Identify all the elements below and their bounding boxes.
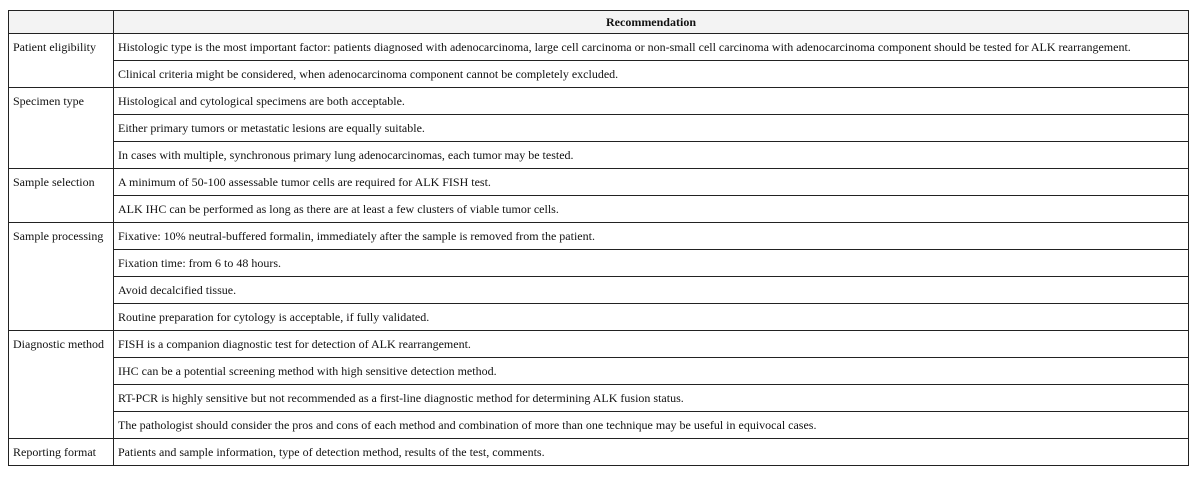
recommendation-cell: Fixative: 10% neutral-buffered formalin, immediately after the sample is removed from the patient. xyxy=(114,223,1189,250)
table-header xyxy=(9,11,1189,34)
table-row xyxy=(9,439,1189,466)
recommendation-cell: Histologic type is the most important factor: patients diagnosed with adenocarcinoma, large cell carcinoma or non-small cell carcinoma with adenocarcinoma component should be tested for ALK rearrangement. xyxy=(114,34,1189,61)
table-body xyxy=(9,34,1189,466)
category-cell: Reporting format xyxy=(9,439,114,466)
table-row xyxy=(9,304,1189,331)
table-row xyxy=(9,223,1189,250)
table-row xyxy=(9,196,1189,223)
category-cell: Sample selection xyxy=(9,169,114,223)
header-category-cell xyxy=(9,11,114,34)
category-cell: Patient eligibility xyxy=(9,34,114,88)
table-row xyxy=(9,358,1189,385)
table-row xyxy=(9,169,1189,196)
recommendation-cell: The pathologist should consider the pros and cons of each method and combination of more than one technique may be useful in equivocal cases. xyxy=(114,412,1189,439)
recommendation-cell: Fixation time: from 6 to 48 hours. xyxy=(114,250,1189,277)
table-row xyxy=(9,61,1189,88)
table-row xyxy=(9,34,1189,61)
table-row xyxy=(9,88,1189,115)
recommendation-cell: Either primary tumors or metastatic lesions are equally suitable. xyxy=(114,115,1189,142)
recommendation-table xyxy=(8,10,1189,466)
recommendation-cell: Histological and cytological specimens are both acceptable. xyxy=(114,88,1189,115)
table-row xyxy=(9,142,1189,169)
header-row xyxy=(9,11,1189,34)
table-row xyxy=(9,250,1189,277)
recommendation-cell: A minimum of 50-100 assessable tumor cells are required for ALK FISH test. xyxy=(114,169,1189,196)
recommendation-cell: Avoid decalcified tissue. xyxy=(114,277,1189,304)
table-row xyxy=(9,331,1189,358)
recommendation-cell: Routine preparation for cytology is acceptable, if fully validated. xyxy=(114,304,1189,331)
recommendation-cell: In cases with multiple, synchronous primary lung adenocarcinomas, each tumor may be tested. xyxy=(114,142,1189,169)
category-cell: Specimen type xyxy=(9,88,114,169)
recommendation-cell: Clinical criteria might be considered, when adenocarcinoma component cannot be completely excluded. xyxy=(114,61,1189,88)
header-recommendation-cell: Recommendation xyxy=(114,11,1189,34)
table-row xyxy=(9,385,1189,412)
table-row xyxy=(9,412,1189,439)
recommendation-cell: RT-PCR is highly sensitive but not recommended as a first-line diagnostic method for determining ALK fusion status. xyxy=(114,385,1189,412)
recommendation-cell: Patients and sample information, type of detection method, results of the test, comments. xyxy=(114,439,1189,466)
recommendation-cell: FISH is a companion diagnostic test for detection of ALK rearrangement. xyxy=(114,331,1189,358)
category-cell: Sample processing xyxy=(9,223,114,331)
recommendation-cell: IHC can be a potential screening method with high sensitive detection method. xyxy=(114,358,1189,385)
recommendation-cell: ALK IHC can be performed as long as there are at least a few clusters of viable tumor cells. xyxy=(114,196,1189,223)
category-cell: Diagnostic method xyxy=(9,331,114,439)
table-row xyxy=(9,115,1189,142)
table-row xyxy=(9,277,1189,304)
